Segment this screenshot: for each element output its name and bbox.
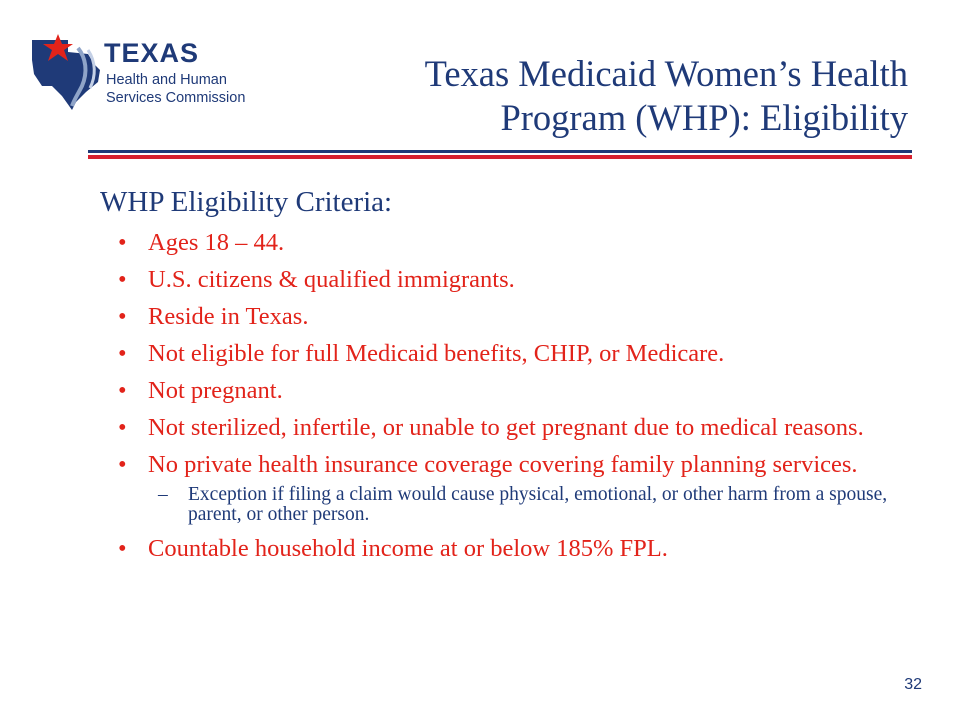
bullet-icon: • bbox=[118, 377, 127, 404]
bullet-icon: • bbox=[118, 414, 127, 441]
criteria-text: No private health insurance coverage covering family planning services. bbox=[148, 451, 858, 478]
page-number: 32 bbox=[904, 676, 922, 693]
bullet-icon: • bbox=[118, 229, 127, 256]
title-divider-red bbox=[88, 155, 912, 159]
criteria-text: Not pregnant. bbox=[148, 377, 283, 404]
criteria-heading: WHP Eligibility Criteria: bbox=[100, 186, 393, 218]
bullet-icon: • bbox=[118, 266, 127, 293]
logo-wordmark: TEXAS bbox=[104, 38, 200, 68]
criteria-item bbox=[118, 304, 898, 330]
criteria-text: Ages 18 – 44. bbox=[148, 229, 285, 256]
criteria-item bbox=[118, 378, 898, 404]
texas-star-logo-icon bbox=[28, 30, 104, 110]
title-divider-navy bbox=[88, 150, 912, 153]
sub-criteria-item bbox=[148, 485, 898, 525]
slide-title-line1: Texas Medicaid Women’s Health bbox=[424, 53, 908, 94]
criteria-item bbox=[118, 267, 898, 293]
criteria-text: Reside in Texas. bbox=[148, 303, 309, 330]
criteria-item bbox=[118, 341, 898, 367]
hhsc-logo bbox=[28, 30, 268, 110]
criteria-text: Countable household income at or below 185% FPL. bbox=[148, 535, 668, 562]
criteria-text: Not sterilized, infertile, or unable to get pregnant due to medical reasons. bbox=[148, 414, 864, 441]
sub-criteria-list bbox=[148, 485, 898, 525]
logo-subtitle-line1: Health and Human bbox=[106, 72, 227, 88]
criteria-list bbox=[118, 230, 898, 573]
criteria-text: U.S. citizens & qualified immigrants. bbox=[148, 266, 515, 293]
dash-icon: – bbox=[158, 484, 168, 505]
criteria-text: Not eligible for full Medicaid benefits, CHIP, or Medicare. bbox=[148, 340, 725, 367]
logo-subtitle-line2: Services Commission bbox=[106, 90, 246, 106]
criteria-item bbox=[118, 452, 898, 525]
bullet-icon: • bbox=[118, 451, 127, 478]
slide-title-line2: Program (WHP): Eligibility bbox=[500, 97, 908, 138]
bullet-icon: • bbox=[118, 340, 127, 367]
criteria-item bbox=[118, 415, 898, 441]
sub-criteria-text: Exception if filing a claim would cause physical, emotional, or other harm from a spouse, parent, or other person. bbox=[188, 484, 888, 525]
bullet-icon: • bbox=[118, 303, 127, 330]
criteria-item bbox=[118, 230, 898, 256]
slide-title bbox=[288, 52, 908, 140]
criteria-item bbox=[118, 536, 898, 562]
bullet-icon: • bbox=[118, 535, 127, 562]
